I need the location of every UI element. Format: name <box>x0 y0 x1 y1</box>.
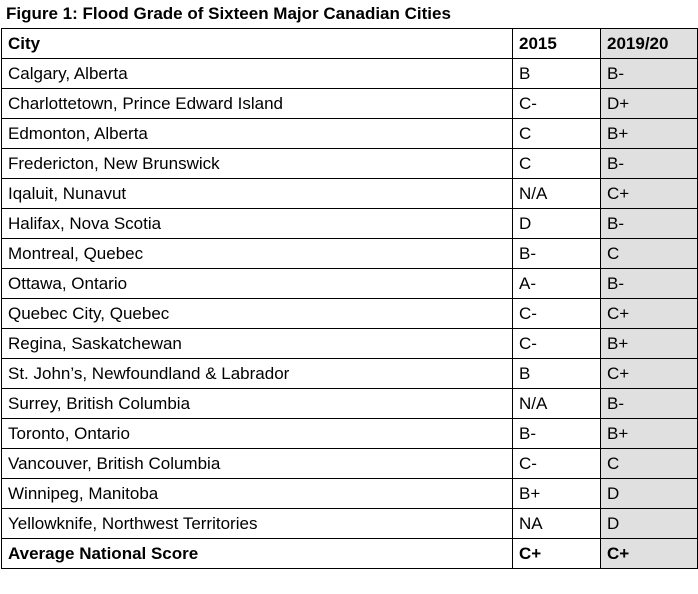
cell-city: Edmonton, Alberta <box>2 119 513 149</box>
cell-2019-20: B- <box>601 149 698 179</box>
table-row <box>2 299 698 329</box>
cell-2015: N/A <box>513 179 601 209</box>
cell-2015: C- <box>513 89 601 119</box>
figure-title: Figure 1: Flood Grade of Sixteen Major Canadian Cities <box>6 4 451 23</box>
cell-city: St. John’s, Newfoundland & Labrador <box>2 359 513 389</box>
cell-2019-20: C+ <box>601 179 698 209</box>
cell-2015: A- <box>513 269 601 299</box>
cell-city: Iqaluit, Nunavut <box>2 179 513 209</box>
cell-2019-20: D <box>601 509 698 539</box>
cell-city: Toronto, Ontario <box>2 419 513 449</box>
cell-2019-20: D+ <box>601 89 698 119</box>
table-row <box>2 329 698 359</box>
cell-2019-20: C <box>601 239 698 269</box>
cell-2015: C <box>513 119 601 149</box>
cell-2015: B <box>513 59 601 89</box>
cell-city: Fredericton, New Brunswick <box>2 149 513 179</box>
cell-2015: N/A <box>513 389 601 419</box>
average-2015: C+ <box>513 539 601 569</box>
table-body <box>2 59 698 569</box>
cell-2015: B+ <box>513 479 601 509</box>
cell-city: Vancouver, British Columbia <box>2 449 513 479</box>
table-row <box>2 419 698 449</box>
cell-2019-20: B+ <box>601 119 698 149</box>
cell-2019-20: B- <box>601 389 698 419</box>
cell-2019-20: B- <box>601 59 698 89</box>
cell-city: Regina, Saskatchewan <box>2 329 513 359</box>
cell-2019-20: D <box>601 479 698 509</box>
header-2019-20: 2019/20 <box>601 29 698 59</box>
table-header-row <box>2 29 698 59</box>
table-row <box>2 239 698 269</box>
table-row <box>2 59 698 89</box>
header-city: City <box>2 29 513 59</box>
average-label: Average National Score <box>2 539 513 569</box>
cell-2019-20: B+ <box>601 329 698 359</box>
table-row <box>2 269 698 299</box>
cell-2015: C- <box>513 329 601 359</box>
cell-city: Calgary, Alberta <box>2 59 513 89</box>
table-row <box>2 149 698 179</box>
table-row <box>2 449 698 479</box>
flood-grade-table <box>1 28 698 569</box>
cell-2019-20: C+ <box>601 299 698 329</box>
average-2019-20: C+ <box>601 539 698 569</box>
cell-city: Montreal, Quebec <box>2 239 513 269</box>
cell-2015: C- <box>513 299 601 329</box>
table-row <box>2 209 698 239</box>
cell-2015: B- <box>513 419 601 449</box>
cell-2019-20: B+ <box>601 419 698 449</box>
average-row <box>2 539 698 569</box>
table-row <box>2 389 698 419</box>
table-row <box>2 359 698 389</box>
table-row <box>2 119 698 149</box>
cell-2019-20: B- <box>601 209 698 239</box>
cell-city: Winnipeg, Manitoba <box>2 479 513 509</box>
header-2015: 2015 <box>513 29 601 59</box>
cell-city: Ottawa, Ontario <box>2 269 513 299</box>
cell-2015: B <box>513 359 601 389</box>
cell-2019-20: C <box>601 449 698 479</box>
cell-city: Halifax, Nova Scotia <box>2 209 513 239</box>
cell-2015: NA <box>513 509 601 539</box>
table-row <box>2 89 698 119</box>
cell-2015: C <box>513 149 601 179</box>
cell-2015: B- <box>513 239 601 269</box>
cell-city: Charlottetown, Prince Edward Island <box>2 89 513 119</box>
cell-2019-20: B- <box>601 269 698 299</box>
table-row <box>2 179 698 209</box>
cell-2015: D <box>513 209 601 239</box>
table-row <box>2 479 698 509</box>
cell-city: Yellowknife, Northwest Territories <box>2 509 513 539</box>
table-row <box>2 509 698 539</box>
cell-2019-20: C+ <box>601 359 698 389</box>
cell-2015: C- <box>513 449 601 479</box>
cell-city: Surrey, British Columbia <box>2 389 513 419</box>
cell-city: Quebec City, Quebec <box>2 299 513 329</box>
